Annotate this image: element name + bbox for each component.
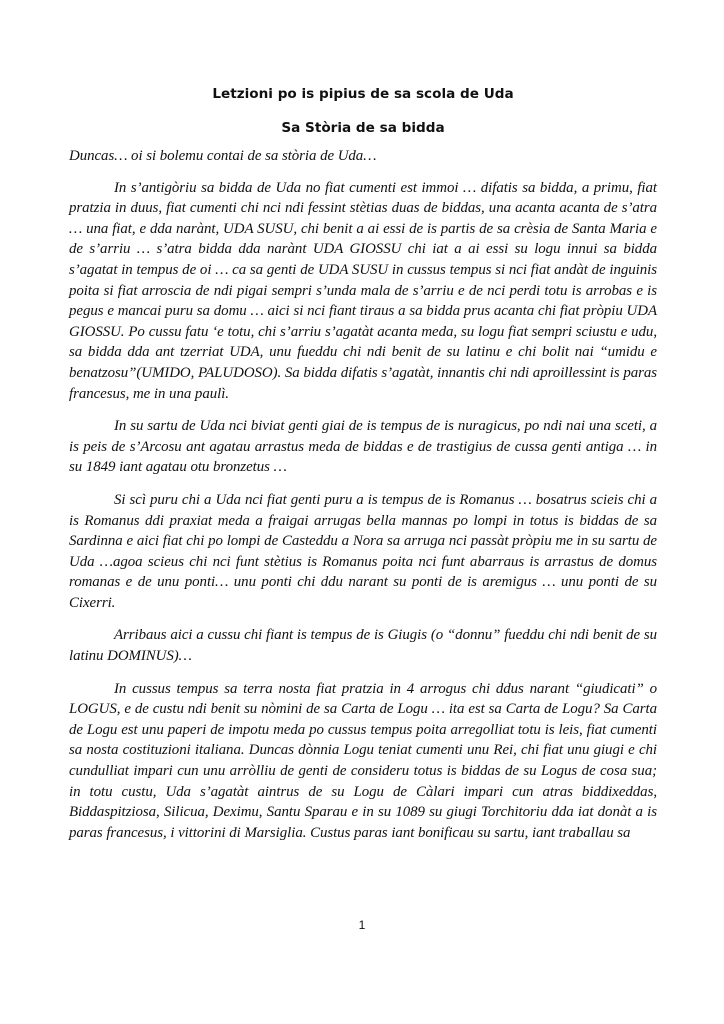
paragraph-carta-de-logu: In cussus tempus sa terra nosta fiat pratzia in 4 arrogus chi ddus narant “giudicati” o LOGUS, e de custu ndi benit su nòmini de sa Carta de Logu … ita est sa Carta de Logu? Sa Carta de Logu est unu paperi de impotu meda po cussus tempus poita arregolliat totu is leis, fiat cumenti sa nosta costituzioni italiana. Duncas dònnia Logu teniat cumenti unu Rei, chi fiat unu giugi e chi cundulliat impari cun unu arròlliu de genti de consideru totus is biddas de su Logus de cosa sua; in totu custu, Uda s’agatàt aintrus de su Logu de Càlari impari cun atras biddixeddas, Biddaspitziosa, Silicua, Deximu, Santu Sparau e in su 1089 su giugi Torchitoriu dda iat donàt a is paras francesus, i vittorini di Marsiglia. Custus paras iant bonificau su sartu, iant traballau sa [69,680,657,841]
page-number: 1 [358,918,366,932]
document-subtitle: Sa Stòria de sa bidda [281,120,445,136]
paragraph-nuragic: In su sartu de Uda nci biviat genti giai de is tempus de is nuragicus, po ndi nai una sceti, a is peis de s’Arcosu ant agatau arrastus meda de biddas e de trastigius de cussa genti antiga … in su 1849 iant agatau otu bronzetus … [69,418,657,476]
paragraph-intro: Duncas… oi si bolemu contai de sa stòria de Uda… [69,148,377,164]
document-page [69,84,657,855]
paragraph-giudicati-intro: Arribaus aici a cussu chi fiant is tempus de is Giugis (o “donnu” fueddu chi ndi benit de su latinu DOMINUS)… [69,627,657,665]
paragraph-ancient-village: In s’antigòriu sa bidda de Uda no fiat cumenti est immoi … difatis sa bidda, a primu, fiat pratzia in duus, fiat cumenti chi nci ndi fessint stètias duas de biddas, una acanta acanta de s’atra … una fiat, e dda narànt, UDA SUSU, chi benit a ai essi de is partis de sa crèsia de Santa Maria e de s’arriu … s’atra bidda dda narànt UDA GIOSSU chi iat a ai essi su logu innui sa bidda s’agatat in tempus de oi … ca sa genti de UDA SUSU in cussus tempus si nci fiat andàt de inguinis poita si fiat arroscia de ndi pigai sempri s’unda mala de s’arriu e de nci perdi totu is arrobas e is pegus e mancai puru sa domu … aici si nci fiant tiraus a sa bidda prus acanta chi fiat pròpiu UDA GIOSSU. Po cussu fatu ‘e totu, chi s’arriu s’agatàt acanta meda, su logu fiat sempri sciustu e udu, sa bidda dda ant tzerriat UDA, unu fueddu chi ndi benit de su latinu e chi bolit nai “umidu e benatzosu”(UMIDO, PALUDOSO). Sa bidda difatis s’agatàt, innantis chi ndi aproillessint is paras francesus, me in una paulì. [69,179,657,402]
paragraph-romans: Si scì puru chi a Uda nci fiat genti puru a is tempus de is Romanus … bosatrus scieis chi a is Romanus ddi praxiat meda a fraigai arrugas bella mannas po lompi in totus is biddas de sa Sardinna e aici fiat chi po lompi de Casteddu a Nora sa arruga nci passàt pròpiu me in su sartu de Uda …agoa scieus chi nci funt stètius is Romanus poita nci funt abarraus is arrastus de domus romanas e de unu ponti… unu ponti chi ddu narant su ponti de is aremigus … unu ponti de su Cixerri. [69,491,657,611]
document-title: Letzioni po is pipius de sa scola de Uda [212,86,514,102]
